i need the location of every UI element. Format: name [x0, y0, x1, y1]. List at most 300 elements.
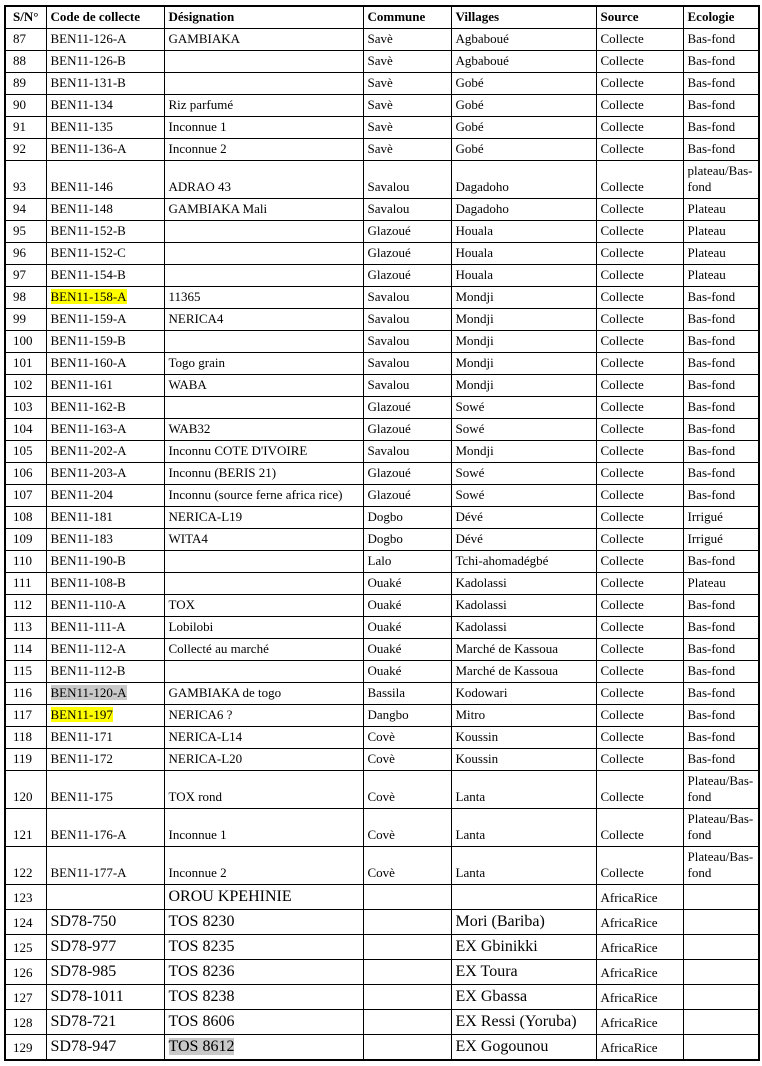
column-header-source: Source	[596, 6, 683, 29]
cell-source: Collecte	[596, 73, 683, 95]
cell-ecologie: Plateau/Bas-fond	[683, 809, 759, 847]
cell-code: BEN11-159-A	[46, 309, 164, 331]
cell-sn: 118	[5, 727, 46, 749]
cell-ecologie: Plateau	[683, 573, 759, 595]
table-row	[5, 309, 759, 331]
table-row	[5, 910, 759, 935]
cell-source: Collecte	[596, 287, 683, 309]
table-row	[5, 705, 759, 727]
cell-ecologie: Bas-fond	[683, 551, 759, 573]
table-row	[5, 287, 759, 309]
cell-designation	[164, 73, 363, 95]
cell-designation: TOS 8230	[164, 910, 363, 935]
cell-commune: Covè	[363, 727, 451, 749]
cell-commune: Glazoué	[363, 397, 451, 419]
cell-code: BEN11-162-B	[46, 397, 164, 419]
cell-villages: Koussin	[451, 727, 596, 749]
cell-designation	[164, 551, 363, 573]
cell-source: Collecte	[596, 705, 683, 727]
cell-designation: NERICA-L14	[164, 727, 363, 749]
cell-sn: 92	[5, 139, 46, 161]
cell-source: AfricaRice	[596, 1010, 683, 1035]
cell-code: BEN11-177-A	[46, 847, 164, 885]
cell-villages: Lanta	[451, 809, 596, 847]
column-header-designation: Désignation	[164, 6, 363, 29]
cell-sn: 109	[5, 529, 46, 551]
cell-source: Collecte	[596, 771, 683, 809]
cell-code	[46, 885, 164, 910]
cell-designation: NERICA4	[164, 309, 363, 331]
cell-commune: Savalou	[363, 353, 451, 375]
table-row	[5, 51, 759, 73]
cell-source: AfricaRice	[596, 910, 683, 935]
cell-villages: Gobé	[451, 139, 596, 161]
table-row	[5, 331, 759, 353]
cell-designation	[164, 51, 363, 73]
cell-villages: Mondji	[451, 309, 596, 331]
cell-code: SD78-721	[46, 1010, 164, 1035]
cell-code: BEN11-148	[46, 199, 164, 221]
cell-villages: Mondji	[451, 375, 596, 397]
cell-commune: Savalou	[363, 287, 451, 309]
cell-designation: ADRAO 43	[164, 161, 363, 199]
cell-commune: Ouaké	[363, 661, 451, 683]
cell-designation	[164, 1035, 363, 1061]
cell-sn: 98	[5, 287, 46, 309]
table-row	[5, 265, 759, 287]
cell-source: Collecte	[596, 397, 683, 419]
cell-designation: WABA	[164, 375, 363, 397]
cell-villages: Gobé	[451, 73, 596, 95]
cell-commune: Ouaké	[363, 595, 451, 617]
cell-sn: 88	[5, 51, 46, 73]
table-row	[5, 29, 759, 51]
cell-villages: Sowé	[451, 397, 596, 419]
cell-designation: Lobilobi	[164, 617, 363, 639]
cell-code: BEN11-146	[46, 161, 164, 199]
cell-ecologie: Plateau/Bas-fond	[683, 847, 759, 885]
cell-code: BEN11-159-B	[46, 331, 164, 353]
cell-commune	[363, 910, 451, 935]
cell-commune: Lalo	[363, 551, 451, 573]
cell-code: BEN11-126-A	[46, 29, 164, 51]
cell-source: Collecte	[596, 441, 683, 463]
cell-ecologie: Plateau/Bas-fond	[683, 771, 759, 809]
cell-designation: Inconnue 1	[164, 809, 363, 847]
table-row	[5, 661, 759, 683]
cell-source: Collecte	[596, 485, 683, 507]
table-row	[5, 199, 759, 221]
cell-ecologie: Bas-fond	[683, 353, 759, 375]
table-row	[5, 847, 759, 885]
cell-villages: Lanta	[451, 847, 596, 885]
cell-ecologie: Bas-fond	[683, 595, 759, 617]
cell-designation: TOS 8236	[164, 960, 363, 985]
cell-ecologie: Bas-fond	[683, 485, 759, 507]
cell-sn: 93	[5, 161, 46, 199]
cell-villages: Kadolassi	[451, 573, 596, 595]
column-header-ecologie: Ecologie	[683, 6, 759, 29]
cell-designation: NERICA6 ?	[164, 705, 363, 727]
cell-designation	[164, 331, 363, 353]
cell-code: BEN11-108-B	[46, 573, 164, 595]
cell-villages: Tchi-ahomadégbé	[451, 551, 596, 573]
cell-designation: Inconnu (BERIS 21)	[164, 463, 363, 485]
cell-designation: TOS 8235	[164, 935, 363, 960]
table-row	[5, 639, 759, 661]
cell-commune: Savè	[363, 29, 451, 51]
cell-commune: Savalou	[363, 199, 451, 221]
cell-code: SD78-1011	[46, 985, 164, 1010]
cell-sn: 107	[5, 485, 46, 507]
cell-villages: Houala	[451, 265, 596, 287]
cell-commune	[363, 935, 451, 960]
cell-villages: Mondji	[451, 441, 596, 463]
cell-source: Collecte	[596, 161, 683, 199]
cell-sn: 120	[5, 771, 46, 809]
cell-villages: EX Ressi (Yoruba)	[451, 1010, 596, 1035]
table-row	[5, 139, 759, 161]
table-row	[5, 397, 759, 419]
cell-ecologie: Bas-fond	[683, 73, 759, 95]
cell-sn: 127	[5, 985, 46, 1010]
cell-designation	[164, 397, 363, 419]
cell-sn: 94	[5, 199, 46, 221]
cell-code: BEN11-163-A	[46, 419, 164, 441]
cell-villages: Lanta	[451, 771, 596, 809]
cell-ecologie	[683, 985, 759, 1010]
cell-ecologie: Bas-fond	[683, 639, 759, 661]
cell-ecologie: Bas-fond	[683, 617, 759, 639]
cell-code: BEN11-110-A	[46, 595, 164, 617]
cell-sn: 106	[5, 463, 46, 485]
cell-sn: 89	[5, 73, 46, 95]
cell-source: Collecte	[596, 309, 683, 331]
cell-villages: Sowé	[451, 485, 596, 507]
cell-commune: Savè	[363, 139, 451, 161]
cell-ecologie: Irrigué	[683, 507, 759, 529]
table-row	[5, 885, 759, 910]
table-row	[5, 749, 759, 771]
cell-ecologie: Bas-fond	[683, 51, 759, 73]
cell-ecologie: Bas-fond	[683, 441, 759, 463]
cell-ecologie: plateau/Bas-fond	[683, 161, 759, 199]
cell-designation: TOS 8606	[164, 1010, 363, 1035]
table-row	[5, 529, 759, 551]
cell-ecologie: Bas-fond	[683, 397, 759, 419]
cell-villages: Marché de Kassoua	[451, 639, 596, 661]
cell-commune: Savalou	[363, 309, 451, 331]
cell-sn: 101	[5, 353, 46, 375]
cell-code: BEN11-172	[46, 749, 164, 771]
cell-source: Collecte	[596, 595, 683, 617]
header-row	[5, 6, 759, 29]
cell-designation	[164, 661, 363, 683]
table-row	[5, 809, 759, 847]
cell-designation: 11365	[164, 287, 363, 309]
table-row	[5, 617, 759, 639]
cell-code: BEN11-176-A	[46, 809, 164, 847]
cell-designation: GAMBIAKA Mali	[164, 199, 363, 221]
cell-sn: 119	[5, 749, 46, 771]
cell-source: Collecte	[596, 419, 683, 441]
table-row	[5, 985, 759, 1010]
cell-designation: Riz parfumé	[164, 95, 363, 117]
cell-sn: 125	[5, 935, 46, 960]
cell-villages	[451, 885, 596, 910]
cell-ecologie	[683, 1010, 759, 1035]
cell-ecologie: Bas-fond	[683, 287, 759, 309]
cell-villages: Dagadoho	[451, 161, 596, 199]
cell-commune: Dogbo	[363, 507, 451, 529]
cell-commune	[363, 960, 451, 985]
cell-sn: 114	[5, 639, 46, 661]
cell-source: AfricaRice	[596, 960, 683, 985]
table-row	[5, 551, 759, 573]
cell-source: Collecte	[596, 551, 683, 573]
column-header-code: Code de collecte	[46, 6, 164, 29]
cell-designation	[164, 221, 363, 243]
cell-code	[46, 705, 164, 727]
cell-sn: 129	[5, 1035, 46, 1061]
table-row	[5, 507, 759, 529]
cell-commune: Savè	[363, 117, 451, 139]
cell-source: Collecte	[596, 463, 683, 485]
cell-villages: Mitro	[451, 705, 596, 727]
cell-designation: WITA4	[164, 529, 363, 551]
cell-designation: TOS 8238	[164, 985, 363, 1010]
cell-sn: 116	[5, 683, 46, 705]
cell-commune: Savalou	[363, 331, 451, 353]
cell-villages: EX Gogounou	[451, 1035, 596, 1061]
table-row	[5, 441, 759, 463]
cell-ecologie: Plateau	[683, 265, 759, 287]
cell-villages: Gobé	[451, 117, 596, 139]
cell-villages: Agbaboué	[451, 51, 596, 73]
cell-designation	[164, 265, 363, 287]
cell-code: BEN11-202-A	[46, 441, 164, 463]
cell-villages: Gobé	[451, 95, 596, 117]
cell-code: BEN11-134	[46, 95, 164, 117]
cell-sn: 124	[5, 910, 46, 935]
cell-commune: Savè	[363, 73, 451, 95]
cell-villages: Dagadoho	[451, 199, 596, 221]
table-row	[5, 771, 759, 809]
cell-source: Collecte	[596, 199, 683, 221]
cell-sn: 113	[5, 617, 46, 639]
cell-source: Collecte	[596, 683, 683, 705]
cell-ecologie: Bas-fond	[683, 749, 759, 771]
table-row	[5, 485, 759, 507]
cell-designation: Togo grain	[164, 353, 363, 375]
cell-code: BEN11-131-B	[46, 73, 164, 95]
cell-commune: Glazoué	[363, 243, 451, 265]
cell-villages: Mondji	[451, 353, 596, 375]
cell-commune: Glazoué	[363, 463, 451, 485]
cell-villages: Mondji	[451, 331, 596, 353]
cell-code: BEN11-204	[46, 485, 164, 507]
table-row	[5, 1010, 759, 1035]
highlighted-text: BEN11-197	[50, 707, 113, 722]
table-row	[5, 221, 759, 243]
cell-sn: 128	[5, 1010, 46, 1035]
cell-sn: 95	[5, 221, 46, 243]
highlighted-text: BEN11-120-A	[50, 685, 127, 700]
cell-villages: Mori (Bariba)	[451, 910, 596, 935]
cell-code: BEN11-161	[46, 375, 164, 397]
table-row	[5, 243, 759, 265]
table-row	[5, 463, 759, 485]
cell-villages: EX Toura	[451, 960, 596, 985]
cell-ecologie: Bas-fond	[683, 29, 759, 51]
table-row	[5, 419, 759, 441]
cell-source: Collecte	[596, 661, 683, 683]
table-row	[5, 935, 759, 960]
cell-source: Collecte	[596, 573, 683, 595]
cell-ecologie: Bas-fond	[683, 331, 759, 353]
cell-ecologie: Bas-fond	[683, 309, 759, 331]
cell-ecologie: Bas-fond	[683, 683, 759, 705]
cell-source: Collecte	[596, 847, 683, 885]
cell-commune: Glazoué	[363, 221, 451, 243]
cell-code: BEN11-112-B	[46, 661, 164, 683]
cell-commune	[363, 985, 451, 1010]
cell-source: Collecte	[596, 727, 683, 749]
cell-source: Collecte	[596, 617, 683, 639]
column-header-sn: S/N°	[5, 6, 46, 29]
cell-ecologie	[683, 910, 759, 935]
cell-source: AfricaRice	[596, 935, 683, 960]
cell-commune: Covè	[363, 809, 451, 847]
cell-commune: Glazoué	[363, 419, 451, 441]
cell-villages: Dévé	[451, 529, 596, 551]
cell-sn: 102	[5, 375, 46, 397]
cell-code: BEN11-135	[46, 117, 164, 139]
cell-commune: Covè	[363, 771, 451, 809]
cell-code: BEN11-154-B	[46, 265, 164, 287]
table-row	[5, 960, 759, 985]
cell-code: BEN11-181	[46, 507, 164, 529]
cell-ecologie: Bas-fond	[683, 463, 759, 485]
cell-source: Collecte	[596, 95, 683, 117]
cell-villages: Mondji	[451, 287, 596, 309]
cell-ecologie: Bas-fond	[683, 661, 759, 683]
cell-source: Collecte	[596, 265, 683, 287]
table-row	[5, 161, 759, 199]
cell-ecologie	[683, 885, 759, 910]
cell-commune	[363, 1010, 451, 1035]
cell-sn: 117	[5, 705, 46, 727]
cell-sn: 103	[5, 397, 46, 419]
cell-commune: Savalou	[363, 161, 451, 199]
cell-commune: Glazoué	[363, 485, 451, 507]
cell-commune: Savalou	[363, 375, 451, 397]
cell-commune: Ouaké	[363, 639, 451, 661]
cell-villages: Kadolassi	[451, 595, 596, 617]
cell-commune: Covè	[363, 749, 451, 771]
cell-commune	[363, 1035, 451, 1061]
table-row	[5, 375, 759, 397]
cell-designation: Inconnu (source ferne africa rice)	[164, 485, 363, 507]
cell-source: Collecte	[596, 639, 683, 661]
highlighted-text: BEN11-158-A	[50, 289, 127, 304]
cell-code: BEN11-190-B	[46, 551, 164, 573]
highlighted-text: TOS 8612	[168, 1038, 235, 1055]
table-body	[5, 29, 759, 1061]
cell-code: BEN11-183	[46, 529, 164, 551]
cell-designation: TOX rond	[164, 771, 363, 809]
table-row	[5, 95, 759, 117]
table-row	[5, 1035, 759, 1061]
cell-source: Collecte	[596, 529, 683, 551]
cell-designation: OROU KPEHINIE	[164, 885, 363, 910]
cell-designation: TOX	[164, 595, 363, 617]
cell-sn: 99	[5, 309, 46, 331]
cell-villages: Dévé	[451, 507, 596, 529]
cell-sn: 105	[5, 441, 46, 463]
cell-code: BEN11-203-A	[46, 463, 164, 485]
cell-code: BEN11-112-A	[46, 639, 164, 661]
cell-commune: Savalou	[363, 441, 451, 463]
cell-sn: 110	[5, 551, 46, 573]
cell-ecologie: Bas-fond	[683, 95, 759, 117]
cell-designation	[164, 243, 363, 265]
cell-source: Collecte	[596, 243, 683, 265]
cell-commune: Glazoué	[363, 265, 451, 287]
cell-ecologie: Bas-fond	[683, 419, 759, 441]
table-header	[5, 6, 759, 29]
cell-designation: Inconnu COTE D'IVOIRE	[164, 441, 363, 463]
cell-source: Collecte	[596, 749, 683, 771]
cell-source: Collecte	[596, 51, 683, 73]
cell-source: Collecte	[596, 507, 683, 529]
cell-commune	[363, 885, 451, 910]
table-row	[5, 117, 759, 139]
cell-ecologie: Bas-fond	[683, 117, 759, 139]
cell-villages: Sowé	[451, 463, 596, 485]
cell-villages: Sowé	[451, 419, 596, 441]
cell-code: BEN11-175	[46, 771, 164, 809]
cell-ecologie: Bas-fond	[683, 139, 759, 161]
cell-ecologie: Bas-fond	[683, 705, 759, 727]
cell-commune: Dogbo	[363, 529, 451, 551]
column-header-villages: Villages	[451, 6, 596, 29]
cell-commune: Bassila	[363, 683, 451, 705]
cell-code: BEN11-171	[46, 727, 164, 749]
cell-code	[46, 287, 164, 309]
cell-ecologie: Bas-fond	[683, 375, 759, 397]
cell-villages: Agbaboué	[451, 29, 596, 51]
cell-designation	[164, 573, 363, 595]
cell-source: Collecte	[596, 139, 683, 161]
cell-villages: Koussin	[451, 749, 596, 771]
collection-table	[4, 5, 760, 1061]
cell-code: SD78-947	[46, 1035, 164, 1061]
cell-sn: 96	[5, 243, 46, 265]
cell-source: Collecte	[596, 375, 683, 397]
cell-villages: Marché de Kassoua	[451, 661, 596, 683]
table-row	[5, 353, 759, 375]
cell-sn: 108	[5, 507, 46, 529]
table-row	[5, 573, 759, 595]
cell-source: Collecte	[596, 221, 683, 243]
cell-villages: Houala	[451, 221, 596, 243]
column-header-commune: Commune	[363, 6, 451, 29]
cell-designation: WAB32	[164, 419, 363, 441]
cell-villages: Kadolassi	[451, 617, 596, 639]
cell-designation: NERICA-L19	[164, 507, 363, 529]
cell-designation: Inconnue 1	[164, 117, 363, 139]
